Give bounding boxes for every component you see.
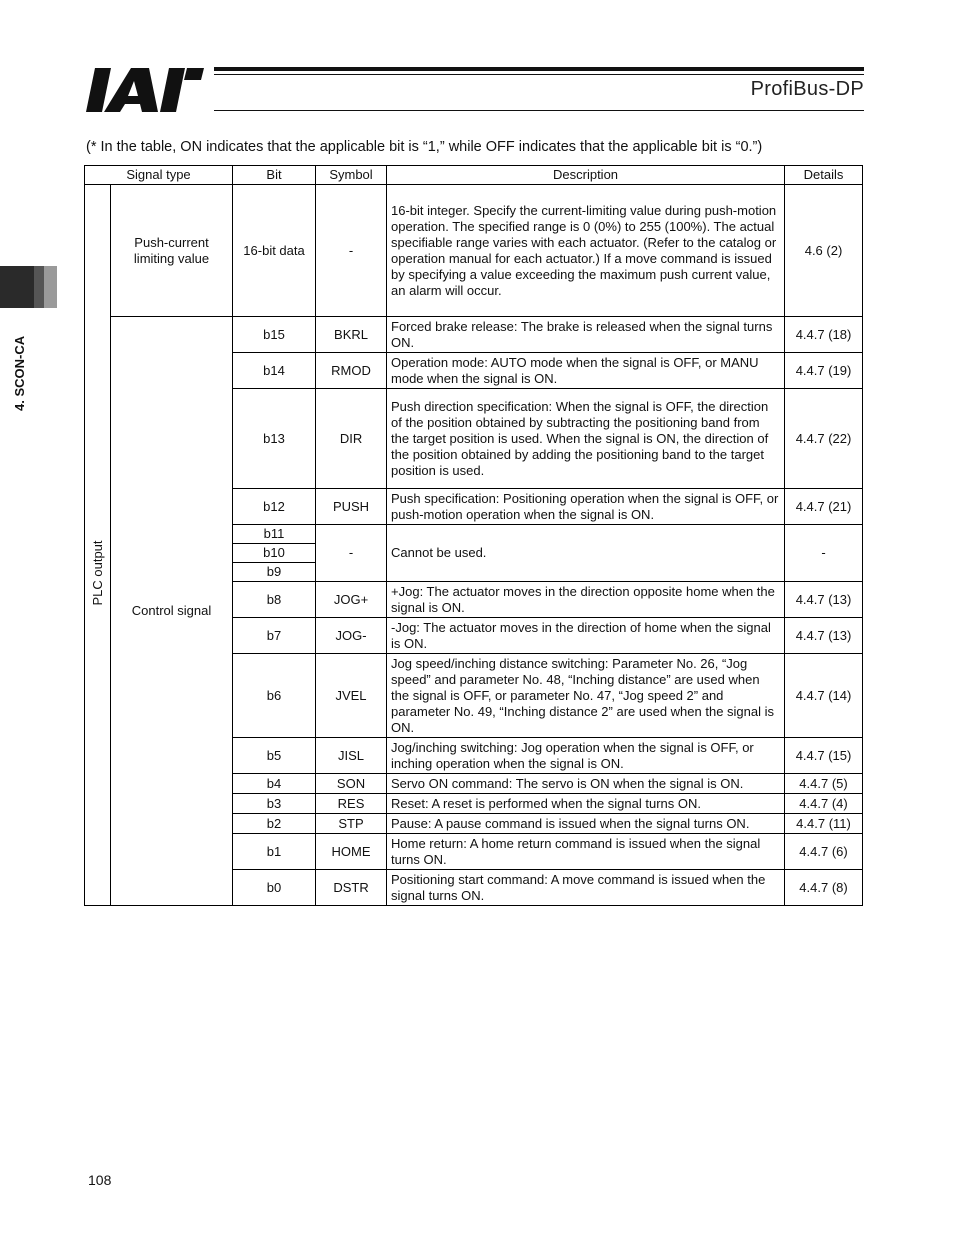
signal-table bbox=[84, 165, 863, 906]
symbol-cell: DIR bbox=[316, 389, 387, 489]
details-cell: 4.4.7 (6) bbox=[785, 834, 863, 870]
symbol-cell: - bbox=[316, 185, 387, 317]
bit-cell: 16-bit data bbox=[233, 185, 316, 317]
bit-cell: b12 bbox=[233, 489, 316, 525]
symbol-cell: RES bbox=[316, 794, 387, 814]
details-cell: 4.4.7 (4) bbox=[785, 794, 863, 814]
description-cell: Home return: A home return command is issued when the signal turns ON. bbox=[387, 834, 785, 870]
bit-cell: b10 bbox=[233, 544, 316, 563]
symbol-cell: STP bbox=[316, 814, 387, 834]
description-cell: Push direction specification: When the signal is OFF, the direction of the position obtained by subtracting the positioning band from the target position is used. When the signal is ON, the direction of the position obtained by adding the positioning band to the target position is used. bbox=[387, 389, 785, 489]
bit-cell: b15 bbox=[233, 317, 316, 353]
bit-cell: b2 bbox=[233, 814, 316, 834]
bit-cell: b3 bbox=[233, 794, 316, 814]
bit-cell: b0 bbox=[233, 870, 316, 906]
symbol-cell: RMOD bbox=[316, 353, 387, 389]
symbol-cell: SON bbox=[316, 774, 387, 794]
group-cell-plc-output bbox=[85, 185, 111, 906]
bit-cell: b6 bbox=[233, 654, 316, 738]
bit-cell: b7 bbox=[233, 618, 316, 654]
header-rule-thick bbox=[214, 67, 864, 71]
table-row bbox=[85, 317, 863, 353]
col-header-description: Description bbox=[387, 166, 785, 185]
col-header-signal-type: Signal type bbox=[85, 166, 233, 185]
signal-type-control-signal: Control signal bbox=[111, 317, 233, 906]
col-header-details: Details bbox=[785, 166, 863, 185]
details-cell: 4.4.7 (8) bbox=[785, 870, 863, 906]
details-cell: 4.4.7 (18) bbox=[785, 317, 863, 353]
symbol-cell: JOG- bbox=[316, 618, 387, 654]
details-cell: 4.4.7 (5) bbox=[785, 774, 863, 794]
col-header-bit: Bit bbox=[233, 166, 316, 185]
symbol-cell: HOME bbox=[316, 834, 387, 870]
description-cell: -Jog: The actuator moves in the direction of home when the signal is ON. bbox=[387, 618, 785, 654]
bit-cell: b14 bbox=[233, 353, 316, 389]
symbol-cell: JOG+ bbox=[316, 582, 387, 618]
symbol-cell: JISL bbox=[316, 738, 387, 774]
details-cell: 4.4.7 (11) bbox=[785, 814, 863, 834]
symbol-cell: PUSH bbox=[316, 489, 387, 525]
col-header-symbol: Symbol bbox=[316, 166, 387, 185]
description-cell: +Jog: The actuator moves in the direction opposite home when the signal is ON. bbox=[387, 582, 785, 618]
bit-cell: b5 bbox=[233, 738, 316, 774]
symbol-cell: JVEL bbox=[316, 654, 387, 738]
table-header-row bbox=[85, 166, 863, 185]
chapter-tab-mid bbox=[34, 266, 44, 308]
table-note: (* In the table, ON indicates that the applicable bit is “1,” while OFF indicates that the applicable bit is “0.”) bbox=[86, 139, 763, 155]
table-row bbox=[85, 185, 863, 317]
details-cell: 4.4.7 (13) bbox=[785, 618, 863, 654]
details-cell: 4.6 (2) bbox=[785, 185, 863, 317]
header-title: ProfiBus-DP bbox=[750, 78, 864, 100]
bit-cell: b9 bbox=[233, 563, 316, 582]
symbol-cell: - bbox=[316, 525, 387, 582]
details-cell: 4.4.7 (22) bbox=[785, 389, 863, 489]
description-cell: Operation mode: AUTO mode when the signal is OFF, or MANU mode when the signal is ON. bbox=[387, 353, 785, 389]
group-label: PLC output bbox=[89, 540, 105, 606]
chapter-tab-dark bbox=[0, 266, 34, 308]
header-rule-thin bbox=[214, 74, 864, 75]
bit-cell: b1 bbox=[233, 834, 316, 870]
bit-cell: b13 bbox=[233, 389, 316, 489]
details-cell: 4.4.7 (15) bbox=[785, 738, 863, 774]
details-cell: 4.4.7 (21) bbox=[785, 489, 863, 525]
symbol-cell: BKRL bbox=[316, 317, 387, 353]
description-cell: Jog speed/inching distance switching: Parameter No. 26, “Jog speed” and parameter No. 48, “Inching distance” are used when the signal is OFF, or parameter No. 47, “Jog speed 2” and parameter No. 49, “Inching distance 2” are used when the signal is ON. bbox=[387, 654, 785, 738]
details-cell: 4.4.7 (19) bbox=[785, 353, 863, 389]
description-cell: Push specification: Positioning operation when the signal is OFF, or push-motion operation when the signal is ON. bbox=[387, 489, 785, 525]
iai-logo bbox=[86, 66, 204, 114]
symbol-cell: DSTR bbox=[316, 870, 387, 906]
description-cell: Servo ON command: The servo is ON when the signal is ON. bbox=[387, 774, 785, 794]
bit-cell: b11 bbox=[233, 525, 316, 544]
description-cell: 16-bit integer. Specify the current-limiting value during push-motion operation. The specified range is 0 (0%) to 255 (100%). The actual specifiable range varies with each actuator. (Refer to the catalog or operation manual for each actuator.) If a move command is issued by specifying a value exceeding the maximum push current value, an alarm will occur. bbox=[387, 185, 785, 317]
description-cell: Positioning start command: A move command is issued when the signal turns ON. bbox=[387, 870, 785, 906]
description-cell: Forced brake release: The brake is released when the signal turns ON. bbox=[387, 317, 785, 353]
details-cell: 4.4.7 (13) bbox=[785, 582, 863, 618]
page-number: 108 bbox=[88, 1172, 112, 1188]
chapter-tab-light bbox=[44, 266, 57, 308]
bit-cell: b8 bbox=[233, 582, 316, 618]
signal-type-push-current: Push-current limiting value bbox=[111, 185, 233, 317]
details-cell: - bbox=[785, 525, 863, 582]
description-cell: Jog/inching switching: Jog operation when the signal is OFF, or inching operation when the signal is ON. bbox=[387, 738, 785, 774]
details-cell: 4.4.7 (14) bbox=[785, 654, 863, 738]
header-rule-bottom bbox=[214, 110, 864, 111]
bit-cell: b4 bbox=[233, 774, 316, 794]
chapter-label: 4. SCON-CA bbox=[12, 335, 27, 411]
description-cell: Pause: A pause command is issued when the signal turns ON. bbox=[387, 814, 785, 834]
description-cell: Cannot be used. bbox=[387, 525, 785, 582]
description-cell: Reset: A reset is performed when the signal turns ON. bbox=[387, 794, 785, 814]
